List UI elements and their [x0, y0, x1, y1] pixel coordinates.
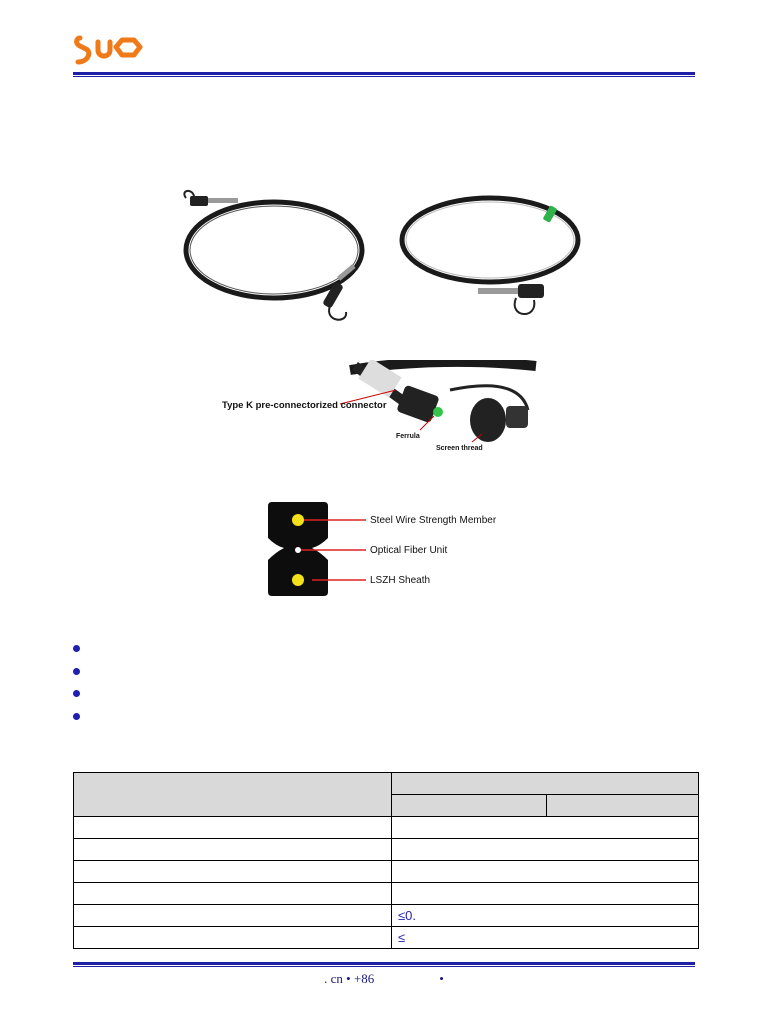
- connector-closeup-figure: [220, 360, 540, 465]
- label-strength-member: Steel Wire Strength Member: [370, 515, 497, 526]
- logo-icon: [74, 34, 146, 66]
- feature-bullet-1: [73, 645, 80, 652]
- footer-rule-thin: [73, 966, 695, 967]
- table-subheader-cell: [392, 795, 547, 817]
- table-header-cell: [74, 773, 392, 817]
- feature-bullet-2: [73, 668, 80, 675]
- table-row: [74, 927, 699, 949]
- table-row: [74, 839, 699, 861]
- footer-contact-text: . cn • +86 •: [324, 971, 444, 986]
- table-row: [74, 817, 699, 839]
- table-value-cell: [392, 883, 699, 905]
- footer-rule: [73, 962, 695, 965]
- strength-member-top: [292, 514, 304, 526]
- feature-bullet-3: [73, 690, 80, 697]
- table-row: [74, 883, 699, 905]
- strength-member-bottom: [292, 574, 304, 586]
- company-logo: [74, 34, 146, 71]
- table-label-cell: [74, 861, 392, 883]
- table-label-cell: [74, 905, 392, 927]
- table-value-cell: [392, 839, 699, 861]
- drop-cable-photo-left: [180, 188, 370, 333]
- table-label-cell: [74, 927, 392, 949]
- fiber-unit-dot: [295, 547, 301, 553]
- ferrule-tip: [433, 407, 443, 417]
- label-fiber-unit: Optical Fiber Unit: [370, 545, 448, 556]
- type-k-connector: [396, 385, 439, 424]
- table-header-cell: [392, 773, 699, 795]
- table-header-row: [74, 773, 699, 795]
- table-value-cell: ≤0.: [392, 905, 699, 927]
- table-value-cell: ≤: [392, 927, 699, 949]
- screen-thread-cap: [470, 398, 506, 442]
- drop-cable-photo-right: [396, 190, 586, 335]
- cable-cross-section-figure: [266, 500, 526, 605]
- table-subheader-cell: [547, 795, 699, 817]
- label-screen-thread: Screen thread: [436, 445, 483, 452]
- feature-bullet-4: [73, 713, 80, 720]
- connector-top: [190, 196, 208, 206]
- table-value-cell: [392, 861, 699, 883]
- label-sheath: LSZH Sheath: [370, 575, 431, 586]
- table-row: [74, 905, 699, 927]
- spec-table: [73, 772, 699, 949]
- connector-bottom: [518, 284, 544, 298]
- header-rule: [73, 72, 695, 75]
- label-ferrula: Ferrula: [396, 433, 420, 440]
- table-label-cell: [74, 839, 392, 861]
- table-row: [74, 861, 699, 883]
- table-label-cell: [74, 883, 392, 905]
- label-connector: Type K pre-connectorized connector: [222, 400, 387, 411]
- header-rule-thin: [73, 76, 695, 77]
- table-value-cell: [392, 817, 699, 839]
- table-label-cell: [74, 817, 392, 839]
